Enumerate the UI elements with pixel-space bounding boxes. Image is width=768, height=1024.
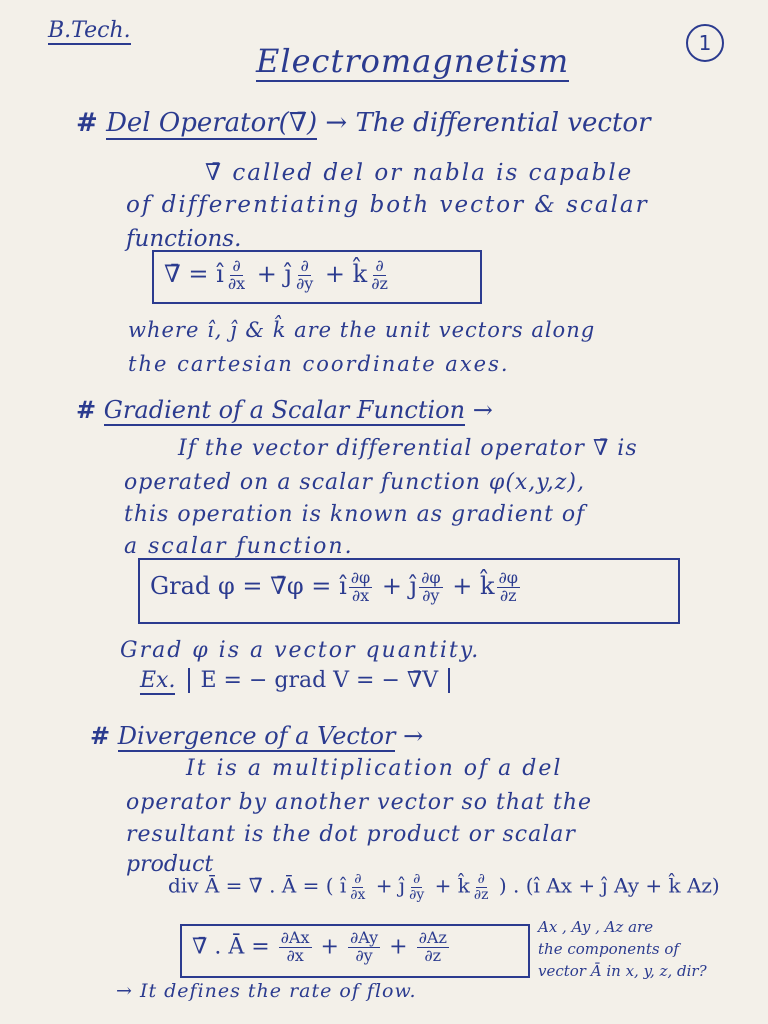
- gradient-line-3: this operation is known as gradient of: [124, 502, 586, 527]
- plus-sign: +: [320, 934, 339, 960]
- section-del: [76, 108, 651, 138]
- section-divergence: [90, 722, 423, 750]
- partial-az: [417, 930, 449, 965]
- hash-mark: #: [90, 722, 111, 750]
- partial-phi-x: [349, 570, 372, 605]
- divergence-side-note-2: the components of: [538, 940, 679, 958]
- partial-ax: [279, 930, 312, 965]
- frac-num: ∂: [300, 256, 309, 275]
- frac-den: ∂y: [422, 585, 440, 605]
- frac-den: ∂z: [424, 945, 442, 965]
- frac-den: ∂z: [371, 273, 388, 293]
- plus-sign: +: [324, 259, 346, 288]
- divergence-formula-box: [180, 924, 530, 978]
- page-title: Electromagnetism: [256, 42, 570, 80]
- gradient-example: [140, 668, 450, 693]
- partial-z: [369, 258, 390, 293]
- gradient-arrow: →: [472, 396, 493, 424]
- frac-den: ∂y: [295, 273, 314, 293]
- partial-z: [472, 872, 491, 902]
- divergence-heading: Divergence of a Vector: [117, 722, 396, 750]
- gradient-formula-box: [138, 558, 680, 624]
- divergence-side-note-3: vector Ā in x, y, z, dir?: [538, 962, 707, 980]
- gradient-line-5: Grad φ is a vector quantity.: [120, 638, 481, 663]
- unit-j: ĵ: [284, 259, 292, 288]
- divergence-line-1: It is a multiplication of a del: [186, 756, 563, 781]
- plus-sign: +: [389, 934, 408, 960]
- frac-num: ∂: [477, 871, 485, 887]
- partial-phi-z: [497, 570, 520, 605]
- plus-sign: +: [256, 259, 277, 288]
- expr-lhs: div Ā = ∇̄ . Ā = (: [168, 873, 334, 898]
- gradient-line-4: a scalar function.: [124, 534, 354, 559]
- del-formula-lhs: ∇̄ =: [164, 259, 209, 288]
- divergence-last-line: → It defines the rate of flow.: [116, 980, 417, 1002]
- divergence-side-note-1: Ax , Ay , Az are: [538, 918, 654, 936]
- frac-num: ∂φ: [421, 568, 441, 587]
- expr-rhs: ) . (î Ax + ĵ Ay + k̂ Az): [498, 873, 720, 898]
- partial-x: [226, 258, 247, 293]
- divergence-expression: [168, 872, 720, 902]
- frac-den: ∂y: [355, 945, 373, 965]
- frac-num: ∂φ: [350, 568, 371, 587]
- divergence-line-3: resultant is the dot product or scalar: [126, 822, 576, 847]
- del-line-5: the cartesian coordinate axes.: [128, 352, 510, 376]
- frac-num: ∂Ay: [349, 928, 379, 947]
- page-number-circle: 1: [686, 24, 724, 62]
- partial-y: [407, 872, 426, 902]
- divergence-line-4: product: [126, 852, 214, 877]
- unit-k: k̂: [352, 259, 368, 288]
- frac-num: ∂: [375, 256, 384, 275]
- partial-y: [294, 258, 315, 293]
- frac-num: ∂: [232, 256, 241, 275]
- plus-sign: +: [452, 571, 473, 600]
- unit-k: k̂: [479, 571, 495, 600]
- partial-ay: [348, 930, 380, 965]
- unit-j: ĵ: [409, 571, 418, 600]
- hash-mark: #: [76, 396, 97, 424]
- frac-num: ∂Az: [418, 928, 447, 947]
- del-line-2: of differentiating both vector & scalar: [126, 192, 649, 218]
- del-line-1: ∇̄ called del or nabla is capable: [205, 160, 634, 186]
- unit-k: k̂: [457, 873, 470, 898]
- frac-num: ∂: [413, 871, 421, 887]
- frac-den: ∂x: [286, 945, 304, 965]
- frac-num: ∂Ax: [280, 928, 310, 947]
- section-gradient: [76, 396, 493, 424]
- frac-den: ∂x: [227, 273, 246, 293]
- gradient-line-1: If the vector differential operator ∇̄ is: [178, 436, 638, 461]
- gradient-heading: Gradient of a Scalar Function: [103, 396, 466, 424]
- frac-den: ∂x: [350, 886, 366, 903]
- del-line-4: where î, ĵ & k̂ are the unit vectors along: [128, 318, 596, 342]
- del-heading: Del Operator(∇̄): [106, 108, 318, 138]
- unit-i: î: [339, 571, 347, 600]
- gradient-formula-lhs: Grad φ = ∇̄φ =: [150, 571, 332, 600]
- frac-den: ∂z: [499, 585, 517, 605]
- plus-sign: +: [434, 873, 452, 898]
- gradient-formula: [150, 570, 522, 605]
- frac-num: ∂: [354, 871, 362, 887]
- frac-den: ∂x: [351, 585, 370, 605]
- divergence-line-2: operator by another vector so that the: [126, 790, 593, 815]
- del-line-3: functions.: [126, 226, 242, 252]
- unit-j: ĵ: [398, 873, 406, 898]
- unit-i: î: [339, 873, 347, 898]
- frac-den: ∂z: [473, 886, 489, 903]
- gradient-line-2: operated on a scalar function φ(x,y,z),: [124, 470, 585, 495]
- frac-num: ∂φ: [498, 568, 518, 587]
- unit-i: î: [216, 259, 224, 288]
- divergence-formula-lhs: ∇̄ . Ā =: [192, 934, 270, 960]
- del-formula: [164, 258, 392, 293]
- plus-sign: +: [375, 873, 393, 898]
- divergence-formula: [192, 930, 451, 965]
- divergence-arrow: →: [403, 722, 424, 750]
- course-label: B.Tech.: [48, 18, 131, 43]
- example-formula: E = − grad V = − ∇̄V: [188, 668, 450, 693]
- example-label: Ex.: [140, 668, 176, 693]
- hash-mark: #: [76, 108, 98, 138]
- del-heading-suffix: → The differential vector: [325, 108, 651, 138]
- frac-den: ∂y: [409, 886, 425, 903]
- plus-sign: +: [381, 571, 402, 600]
- partial-phi-y: [419, 570, 442, 605]
- partial-x: [348, 872, 367, 902]
- del-formula-box: [152, 250, 482, 304]
